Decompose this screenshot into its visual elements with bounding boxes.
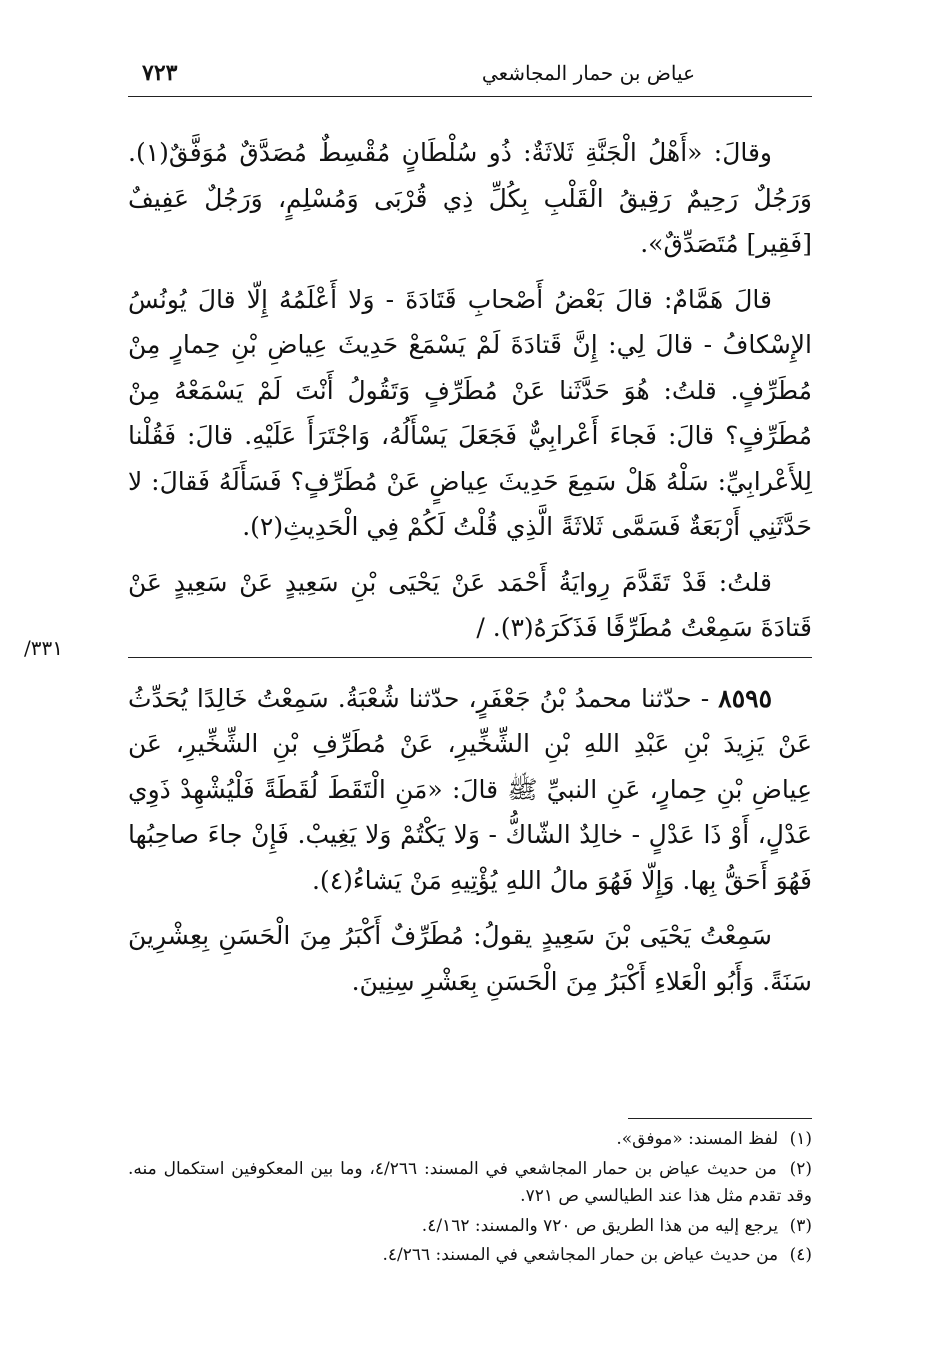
header-rule [128, 96, 812, 97]
main-text [128, 130, 812, 1014]
paragraph-1: وقالَ: «أَهْلُ الْجَنَّةِ ثَلاثَةٌ: ذُو سُلْطَانٍ مُقْسِطٌ مُصَدَّقٌ مُوَفَّقٌ(١). وَرَجُلٌ رَحِيمٌ رَقِيقُ الْقَلْبِ بِكُلِّ ذِي قُرْبَى وَمُسْلِمٍ، وَرَجُلٌ عَفِيفٌ [فَقِير] مُتَصَدِّقٌ». [128, 138, 812, 258]
footnote-4 [128, 1242, 812, 1270]
footnote-number: (٢) [789, 1158, 813, 1179]
footnote-1 [128, 1126, 812, 1154]
footnote-number: (١) [789, 1129, 812, 1149]
closing-paragraph: سَمِعْتُ يَحْيَى بْنَ سَعِيدٍ يقولُ: مُطَرِّفٌ أَكْبَرُ مِنَ الْحَسَنِ بِعِشْرِينَ سَنَةً. وَأَبُو الْعَلاءِ أَكْبَرُ مِنَ الْحَسَنِ بِعَشْرِ سِنِينَ. [128, 921, 812, 996]
margin-note: ٣٣١/ [24, 636, 63, 660]
paragraph-3: قلتُ: قَدْ تَقَدَّمَ رِوايَةُ أَحْمَد عَنْ يَحْيَى بْنِ سَعِيدٍ عَنْ سَعِيدٍ عَنْ قَتادَةَ سَمِعْتُ مُطَرِّفًا فَذَكَرَهُ(٣). / [128, 560, 812, 658]
hadith-paragraph [128, 676, 812, 904]
footnote-number: (٤) [789, 1245, 812, 1266]
footnote-text: من حديث عياض بن حمار المجاشعي في المسند: ٤/٢٦٦، وما بين المعكوفين استكمال منه. وقد تقدم مثل هذا عند الطيالسي ص ٧٢١. [128, 1158, 812, 1207]
footnote-number: (٣) [789, 1215, 812, 1236]
paragraph-2: قالَ هَمَّامٌ: قالَ بَعْضُ أَصْحابِ قَتَادَةَ - وَلا أَعْلَمُهُ إِلّا قالَ يُونُسُ الإِسْكافُ - قالَ لِي: إِنَّ قَتادَةَ لَمْ يَسْمَعْ حَدِيثَ عِياضِ بْنِ حِمارٍ مِنْ مُطَرِّفٍ. قلتُ: هُوَ حَدَّثَنا عَنْ مُطَرِّفٍ وَتَقُولُ أَنْتَ لَمْ يَسْمَعْهُ مِنْ مُطَرِّفٍ؟ قالَ: فَجاءَ أَعْرابِيٌّ فَجَعَلَ يَسْأَلُهُ، وَاجْتَرَأَ عَلَيْهِ. قالَ: فَقُلْنا لِلأَعْرابِيِّ: سَلْهُ هَلْ سَمِعَ حَدِيثَ عِياضٍ عَنْ مُطَرِّفٍ؟ فَسَأَلَهُ فَقالَ: لا حَدَّثَنِي أَرْبَعَةٌ فَسَمَّى ثَلاثَةً الَّذِي قُلْتُ لَكُمْ فِي الْحَدِيثِ(٢). [128, 284, 812, 541]
footnote-text: من حديث عياض بن حمار المجاشعي في المسند: ٤/٢٦٦. [382, 1245, 779, 1266]
running-title: عياض بن حمار المجاشعي [481, 61, 695, 85]
footnote-rule [628, 1118, 812, 1119]
footnote-text: لفظ المسند: «موفق». [616, 1129, 779, 1149]
footnote-2 [128, 1156, 812, 1211]
page-number: ٧٢٣ [142, 60, 178, 86]
page-header [142, 58, 695, 88]
footnote-3 [128, 1213, 812, 1241]
footnotes [128, 1126, 812, 1272]
footnote-text: يرجع إليه من هذا الطريق ص ٧٢٠ والمسند: ٤/١٦٢. [421, 1215, 779, 1236]
hadith-text: - حدّثنا محمدُ بْنُ جَعْفَرٍ، حدّثنا شُعْبَةُ. سَمِعْتُ خَالِدًا يُحَدِّثُ عَنْ يَزِيدَ بْنِ عَبْدِ اللهِ بْنِ الشِّخِّيرِ، عَنْ مُطَرِّفِ بْنِ الشِّخِّيرِ، عَن عِياضِ بْنِ حِمارٍ، عَنِ النبيِّ ﷺ قالَ: «مَنِ الْتَقَطَ لُقَطَةً فَلْيُشْهِدْ ذَوِي عَدْلٍ، أَوْ ذَا عَدْلٍ - خالِدٌ الشّاكُّ - وَلا يَكْتُمْ وَلا يَغِيبْ. فَإِنْ جاءَ صاحِبُها فَهُوَ أَحَقُّ بِها. وَإِلّا فَهُوَ مالُ اللهِ يُؤْتِيهِ مَنْ يَشاءُ(٤). [128, 683, 812, 895]
hadith-number: ٨٥٩٥ [718, 683, 772, 713]
